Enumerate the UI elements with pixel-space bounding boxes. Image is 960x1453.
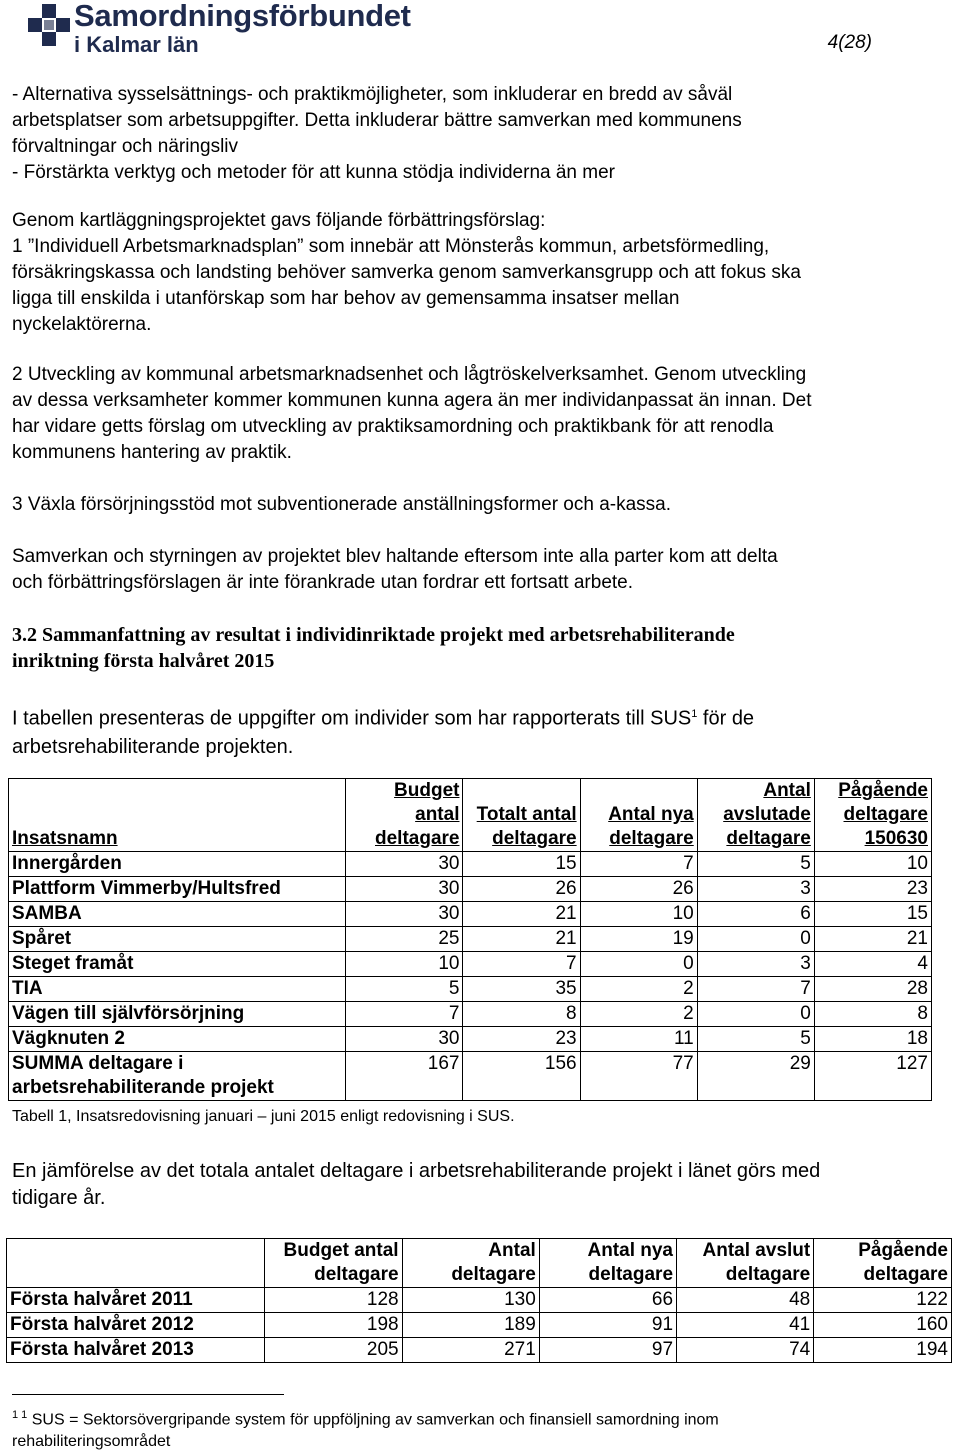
column-header: Antal nya deltagare (539, 1239, 676, 1288)
footnote-separator (12, 1394, 284, 1395)
value-cell: 194 (814, 1338, 952, 1363)
table-row (9, 927, 932, 952)
paragraph-collaboration (12, 544, 932, 596)
row-label-cell: Steget framåt (9, 952, 346, 977)
heading-line: inriktning första halvåret 2015 (12, 650, 275, 672)
text-line: En jämförelse av det totala antalet deltagare i arbetsrehabiliterande projekt i länet görs med (12, 1160, 821, 1182)
table-row (9, 1002, 932, 1027)
value-cell: 10 (580, 902, 697, 927)
value-cell: 21 (463, 902, 580, 927)
row-label-cell: Spåret (9, 927, 346, 952)
value-cell: 128 (265, 1288, 402, 1313)
value-cell: 0 (580, 952, 697, 977)
value-cell: 7 (346, 1002, 463, 1027)
value-cell: 66 (539, 1288, 676, 1313)
row-label-cell: Plattform Vimmerby/Hultsfred (9, 877, 346, 902)
value-cell: 18 (814, 1027, 931, 1052)
value-cell: 271 (402, 1338, 539, 1363)
table-header-row (7, 1239, 952, 1288)
text-line: har vidare getts förslag om utveckling av praktiksamordning och praktikbank för att renodla (12, 416, 774, 437)
value-cell: 3 (697, 952, 814, 977)
row-label-cell: Första halvåret 2012 (7, 1313, 265, 1338)
footnote-line (12, 1404, 912, 1431)
logo-title: Samordningsförbundet (74, 0, 411, 33)
value-cell: 35 (463, 977, 580, 1002)
value-cell: 156 (463, 1052, 580, 1101)
table-row (7, 1313, 952, 1338)
text-line: Samverkan och styrningen av projektet blev haltande eftersom inte alla parter kom att delta (12, 546, 778, 567)
table-row (7, 1338, 952, 1363)
value-cell: 10 (346, 952, 463, 977)
paragraph-comparison (12, 1158, 932, 1212)
column-header: Insatsnamn (9, 779, 346, 852)
table-row (9, 1027, 932, 1052)
text-line: Genom kartläggningsprojektet gavs följande förbättringsförslag: (12, 210, 546, 231)
table-caption: Tabell 1, Insatsredovisning januari – juni 2015 enligt redovisning i SUS. (12, 1108, 515, 1125)
section-heading (12, 622, 912, 674)
column-header: Budget antal deltagare (346, 779, 463, 852)
value-cell: 4 (814, 952, 931, 977)
value-cell: 26 (463, 877, 580, 902)
value-cell: 74 (677, 1338, 814, 1363)
row-label-cell: Vägknuten 2 (9, 1027, 346, 1052)
row-label-cell: SUMMA deltagare i arbetsrehabiliterande projekt (9, 1052, 346, 1101)
value-cell: 0 (697, 1002, 814, 1027)
table-row (9, 977, 932, 1002)
table-row (9, 902, 932, 927)
row-label-cell: Vägen till självförsörjning (9, 1002, 346, 1027)
value-cell: 19 (580, 927, 697, 952)
value-cell: 25 (346, 927, 463, 952)
value-cell: 2 (580, 977, 697, 1002)
comparison-table (6, 1238, 952, 1363)
table-row (7, 1288, 952, 1313)
table-row (9, 852, 932, 877)
text-line: av dessa verksamheter kommer kommunen kunna agera än mer individanpassat än innan. Det (12, 390, 812, 411)
value-cell: 5 (346, 977, 463, 1002)
text-line: - Alternativa sysselsättnings- och praktikmöjligheter, som inkluderar en bredd av såväl (12, 84, 733, 105)
value-cell: 10 (814, 852, 931, 877)
table-header-row (9, 779, 932, 852)
value-cell: 189 (402, 1313, 539, 1338)
value-cell: 30 (346, 1027, 463, 1052)
value-cell: 8 (463, 1002, 580, 1027)
paragraph-proposals-intro (12, 208, 932, 338)
column-header: Antal avslutade deltagare (697, 779, 814, 852)
footnote-text: SUS = Sektorsövergripande system för uppföljning av samverkan och finansiell samordning inom (27, 1411, 719, 1429)
table-row (9, 877, 932, 902)
value-cell: 29 (697, 1052, 814, 1101)
value-cell: 160 (814, 1313, 952, 1338)
text-line: tidigare år. (12, 1187, 106, 1209)
text-line: och förbättringsförslagen är inte förankrade utan fordrar ett fortsatt arbete. (12, 572, 634, 593)
text-line (12, 700, 932, 733)
column-header: Totalt antal deltagare (463, 779, 580, 852)
value-cell: 122 (814, 1288, 952, 1313)
value-cell: 30 (346, 877, 463, 902)
text-line: arbetsrehabiliterande projekten. (12, 735, 294, 758)
value-cell: 26 (580, 877, 697, 902)
row-label-cell: Första halvåret 2013 (7, 1338, 265, 1363)
value-cell: 8 (814, 1002, 931, 1027)
row-label-cell: SAMBA (9, 902, 346, 927)
value-cell: 41 (677, 1313, 814, 1338)
footnote-marker: 1 1 (12, 1409, 28, 1421)
value-cell: 15 (463, 852, 580, 877)
paragraph-alternatives (12, 82, 932, 186)
column-header: Antal deltagare (402, 1239, 539, 1288)
text-line: kommunens hantering av praktik. (12, 442, 292, 463)
logo-subtitle: i Kalmar län (74, 32, 199, 57)
value-cell: 2 (580, 1002, 697, 1027)
logo-mark-icon (28, 4, 72, 48)
value-cell: 23 (814, 877, 931, 902)
column-header: Antal nya deltagare (580, 779, 697, 852)
value-cell: 6 (697, 902, 814, 927)
paragraph-proposal-3 (12, 492, 932, 518)
text-segment: I tabellen presenteras de uppgifter om individer som har rapporterats till SUS (12, 707, 692, 730)
column-header: Budget antal deltagare (265, 1239, 402, 1288)
value-cell: 3 (697, 877, 814, 902)
value-cell: 11 (580, 1027, 697, 1052)
value-cell: 23 (463, 1027, 580, 1052)
value-cell: 30 (346, 902, 463, 927)
value-cell: 205 (265, 1338, 402, 1363)
paragraph-table-intro (12, 700, 932, 761)
value-cell: 5 (697, 852, 814, 877)
value-cell: 48 (677, 1288, 814, 1313)
participants-table (8, 778, 932, 1101)
value-cell: 97 (539, 1338, 676, 1363)
value-cell: 28 (814, 977, 931, 1002)
footnote-line: rehabiliteringsområdet (12, 1433, 171, 1451)
text-segment: för de (697, 707, 755, 730)
table-row (9, 952, 932, 977)
page-number: 4(28) (827, 32, 872, 53)
row-label-cell: TIA (9, 977, 346, 1002)
column-header (7, 1239, 265, 1288)
text-line: försäkringskassa och landsting behöver samverka genom samverkansgrupp och att fokus ska (12, 262, 801, 283)
text-line: 3 Växla försörjningsstöd mot subventionerade anställningsformer och a-kassa. (12, 494, 672, 515)
value-cell: 21 (463, 927, 580, 952)
text-line: 1 ”Individuell Arbetsmarknadsplan” som innebär att Mönsterås kommun, arbetsförmedling, (12, 236, 770, 257)
value-cell: 30 (346, 852, 463, 877)
footnote (12, 1404, 912, 1453)
row-label-cell: Första halvåret 2011 (7, 1288, 265, 1313)
text-line: 2 Utveckling av kommunal arbetsmarknadsenhet och lågtröskelverksamhet. Genom utveckling (12, 364, 807, 385)
text-line: ligga till enskilda i utanförskap som har behov av gemensamma insatser mellan (12, 288, 680, 309)
text-line: förvaltningar och näringsliv (12, 136, 239, 157)
value-cell: 91 (539, 1313, 676, 1338)
heading-line: 3.2 Sammanfattning av resultat i individinriktade projekt med arbetsrehabiliterande (12, 624, 735, 646)
value-cell: 0 (697, 927, 814, 952)
value-cell: 77 (580, 1052, 697, 1101)
text-line: arbetsplatser som arbetsuppgifter. Detta inkluderar bättre samverkan med kommunens (12, 110, 742, 131)
column-header: Pågående deltagare (814, 1239, 952, 1288)
value-cell: 167 (346, 1052, 463, 1101)
value-cell: 15 (814, 902, 931, 927)
organization-logo (28, 0, 411, 57)
row-label-cell: Innergården (9, 852, 346, 877)
paragraph-proposal-2 (12, 362, 932, 466)
value-cell: 198 (265, 1313, 402, 1338)
column-header: Pågående deltagare 150630 (814, 779, 931, 852)
table-row (9, 1052, 932, 1101)
value-cell: 7 (697, 977, 814, 1002)
text-line: - Förstärkta verktyg och metoder för att kunna stödja individerna än mer (12, 162, 615, 183)
value-cell: 7 (463, 952, 580, 977)
value-cell: 21 (814, 927, 931, 952)
value-cell: 5 (697, 1027, 814, 1052)
footnote-reference: 1 (691, 708, 698, 720)
value-cell: 127 (814, 1052, 931, 1101)
text-line: nyckelaktörerna. (12, 314, 152, 335)
value-cell: 130 (402, 1288, 539, 1313)
value-cell: 7 (580, 852, 697, 877)
column-header: Antal avslut deltagare (677, 1239, 814, 1288)
